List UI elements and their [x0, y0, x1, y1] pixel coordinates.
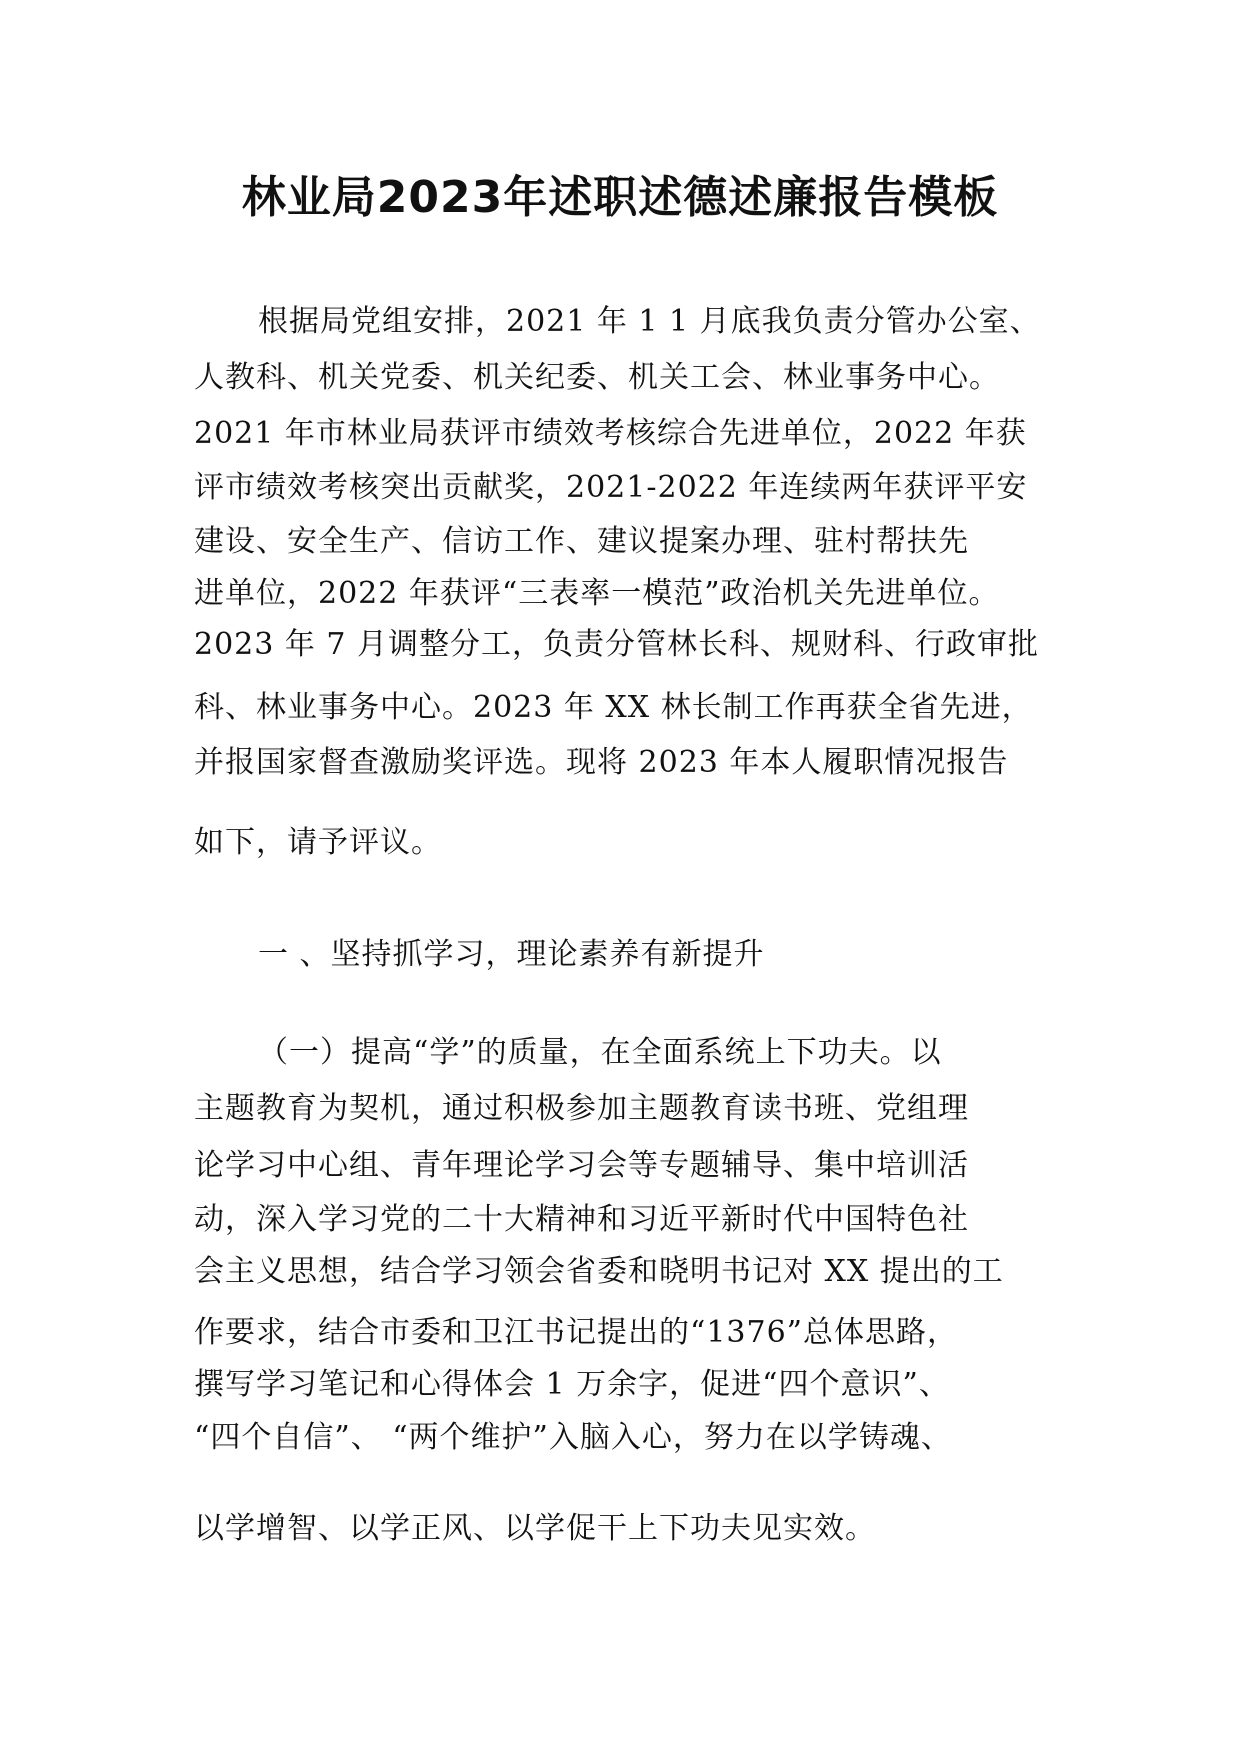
intro-line-6: 进单位，2022 年获评“三表率一模范”政治机关先进单位。 — [194, 576, 1000, 611]
intro-line-3: 2021 年市林业局获评市绩效考核综合先进单位，2022 年获 — [194, 416, 1027, 451]
subsection-line-8: “四个自信”、 “两个维护”入脑入心，努力在以学铸魂、 — [194, 1420, 952, 1455]
subsection-line-6: 作要求，结合市委和卫江书记提出的“1376”总体思路， — [194, 1315, 959, 1350]
subsection-line-2: 主题教育为契机，通过积极参加主题教育读书班、党组理 — [194, 1091, 969, 1126]
document-title: 林业局2023年述职述德述廉报告模板 — [241, 172, 999, 223]
subsection-line-3: 论学习中心组、青年理论学习会等专题辅导、集中培训活 — [194, 1148, 969, 1183]
intro-line-4: 评市绩效考核突出贡献奖，2021-2022 年连续两年获评平安 — [194, 470, 1028, 505]
intro-line-2: 人教科、机关党委、机关纪委、机关工会、林业事务中心。 — [194, 360, 1000, 395]
intro-line-1: 根据局党组安排，2021 年 1 1 月底我负责分管办公室、 — [258, 304, 1041, 339]
subsection-line-9: 以学增智、以学正风、以学促干上下功夫见实效。 — [194, 1511, 876, 1546]
subsection-line-5: 会主义思想，结合学习领会省委和晓明书记对 XX 提出的工 — [194, 1254, 1004, 1289]
subsection-line-1: （一）提高“学”的质量，在全面系统上下功夫。以 — [258, 1035, 942, 1070]
intro-line-7: 2023 年 7 月调整分工，负责分管林长科、规财科、行政审批 — [194, 627, 1040, 662]
subsection-line-4: 动，深入学习党的二十大精神和习近平新时代中国特色社 — [194, 1202, 969, 1237]
intro-line-8: 科、林业事务中心。2023 年 XX 林长制工作再获全省先进， — [194, 690, 1033, 725]
intro-line-9: 并报国家督查激励奖评选。现将 2023 年本人履职情况报告 — [194, 745, 1009, 780]
intro-line-10: 如下，请予评议。 — [194, 825, 442, 860]
subsection-line-7: 撰写学习笔记和心得体会 1 万余字，促进“四个意识”、 — [194, 1367, 950, 1402]
section-heading: 一 、坚持抓学习，理论素养有新提升 — [258, 937, 765, 972]
intro-line-5: 建设、安全生产、信访工作、建议提案办理、驻村帮扶先 — [194, 524, 969, 559]
